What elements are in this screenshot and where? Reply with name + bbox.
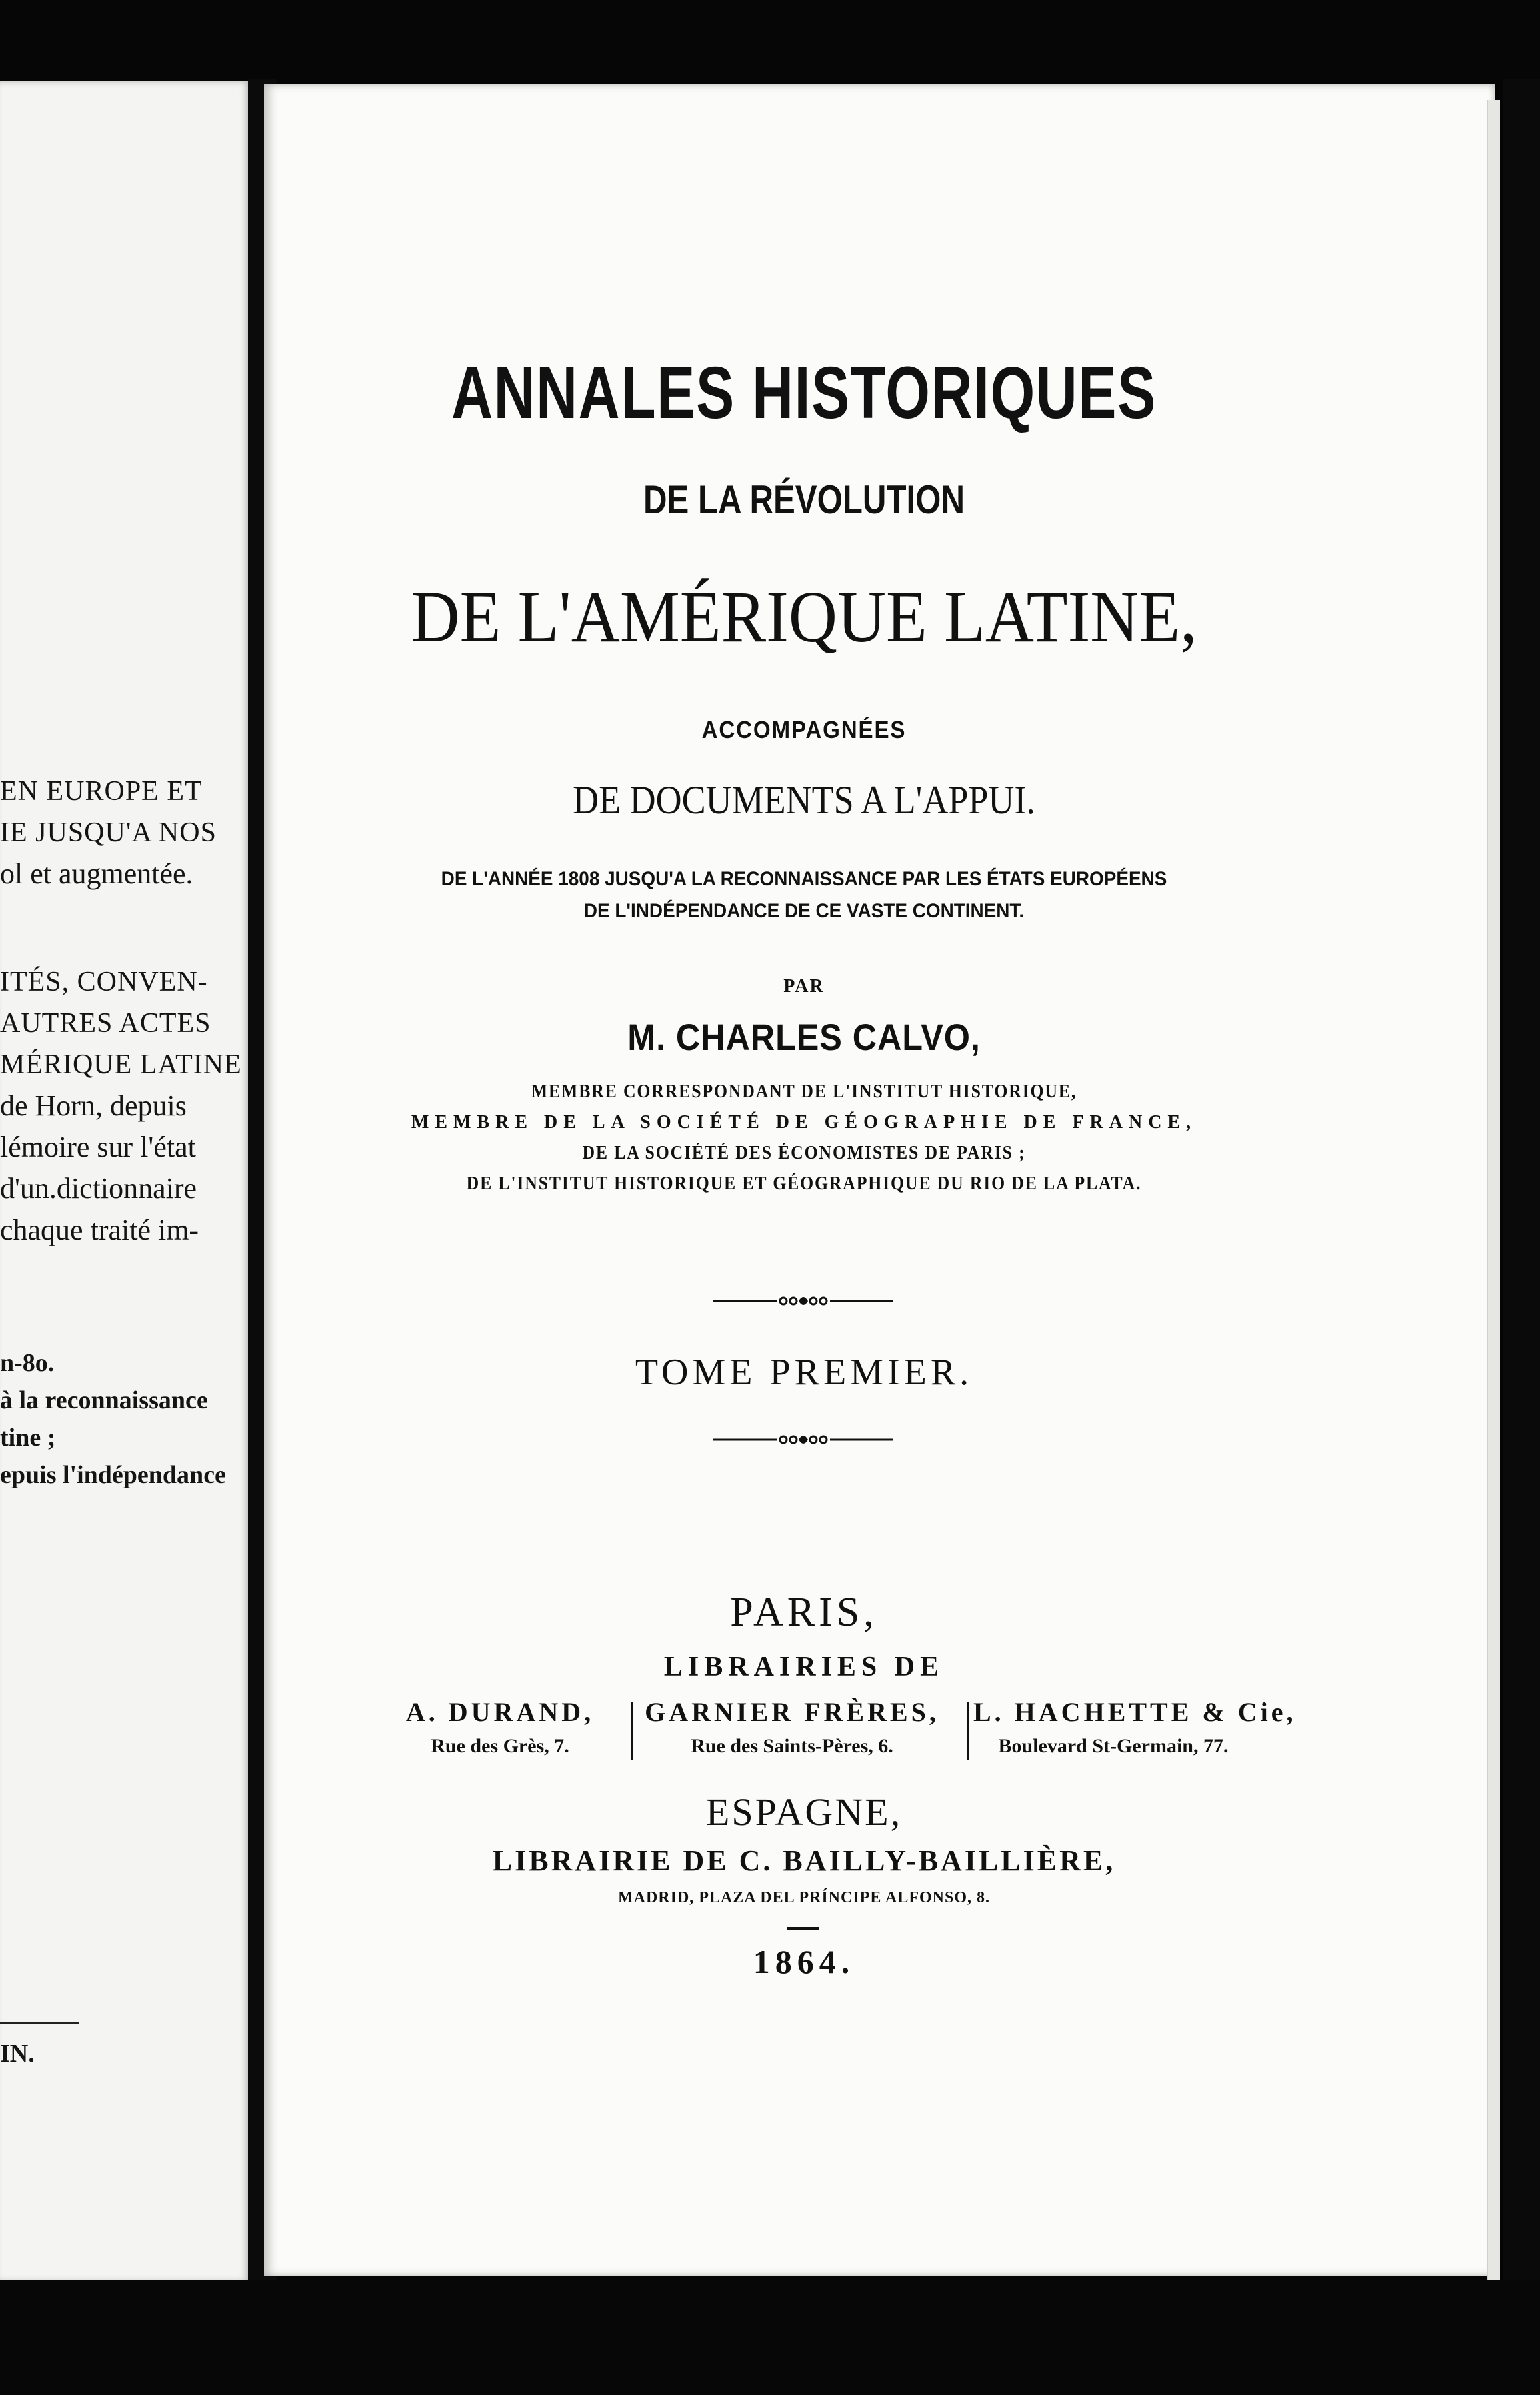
publisher-address: Boulevard St-Germain, 77. xyxy=(998,1735,1229,1757)
publisher-hachette xyxy=(973,1694,1297,1762)
left-page-line: n-8o. xyxy=(0,1349,55,1377)
left-page-line: IE JUSQU'A NOS xyxy=(0,817,217,848)
ornament-divider-top xyxy=(713,1291,893,1311)
scan-bottom-border xyxy=(0,2280,1540,2395)
publisher-separator xyxy=(631,1702,633,1760)
left-page-line: epuis l'indépendance xyxy=(0,1461,226,1489)
libraries-heading: LIBRAIRIES DE xyxy=(663,1652,945,1682)
description-line-2: DE L'INDÉPENDANCE DE CE VASTE CONTINENT. xyxy=(583,900,1025,922)
left-page-line: de Horn, depuis xyxy=(0,1089,187,1122)
publisher-separator xyxy=(967,1702,969,1760)
book-subtitle-2: DE L'AMÉRIQUE LATINE, xyxy=(411,576,1197,657)
membership-line: DE LA SOCIÉTÉ DES ÉCONOMISTES DE PARIS ; xyxy=(582,1143,1026,1163)
publisher-durand xyxy=(373,1694,627,1762)
spain-library: LIBRAIRIE DE C. BAILLY-BAILLIÈRE, xyxy=(492,1844,1116,1877)
left-page-line: EN EUROPE ET xyxy=(0,776,203,807)
left-page-line: IN. xyxy=(0,2040,35,2068)
left-page-line: ITÉS, CONVEN- xyxy=(0,967,208,997)
left-facing-page xyxy=(0,81,250,2282)
page-edge xyxy=(1487,100,1500,2280)
left-page-line: AUTRES ACTES xyxy=(0,1008,211,1039)
author-name: M. CHARLES CALVO, xyxy=(627,1016,981,1058)
country-heading: ESPAGNE, xyxy=(705,1790,903,1834)
scan-right-border xyxy=(1503,79,1540,2292)
publisher-garnier xyxy=(639,1694,945,1762)
left-page-line: ol et augmentée. xyxy=(0,857,193,890)
documents-line: DE DOCUMENTS A L'APPUI. xyxy=(573,778,1035,822)
publisher-name: L. HACHETTE & Cie, xyxy=(973,1697,1297,1727)
scan-top-border xyxy=(0,0,1540,79)
left-page-line: d'un.dictionnaire xyxy=(0,1172,197,1205)
book-subtitle-1: DE LA RÉVOLUTION xyxy=(643,477,965,522)
left-page-rule xyxy=(0,2022,79,2024)
publisher-address: Rue des Grès, 7. xyxy=(431,1735,569,1757)
book-title: ANNALES HISTORIQUES xyxy=(451,352,1157,434)
left-page-line: chaque traité im- xyxy=(0,1214,199,1246)
publisher-address: Rue des Saints-Pères, 6. xyxy=(691,1735,893,1757)
ornament-divider-bottom xyxy=(713,1430,893,1450)
publisher-name: GARNIER FRÈRES, xyxy=(645,1697,939,1727)
membership-line: MEMBRE CORRESPONDANT DE L'INSTITUT HISTORIQUE, xyxy=(531,1081,1077,1102)
left-page-line: lémoire sur l'état xyxy=(0,1131,196,1163)
left-page-line: à la reconnaissance xyxy=(0,1386,208,1414)
publication-city: PARIS, xyxy=(730,1590,878,1635)
left-page-line: tine ; xyxy=(0,1424,56,1452)
membership-line: MEMBRE DE LA SOCIÉTÉ DE GÉOGRAPHIE DE FRANCE, xyxy=(411,1112,1197,1133)
volume-label: TOME PREMIER. xyxy=(635,1352,973,1393)
left-page-line: MÉRIQUE LATINE xyxy=(0,1049,242,1080)
accompanied-line: ACCOMPAGNÉES xyxy=(701,716,907,743)
year-rule xyxy=(787,1927,819,1930)
spain-address: MADRID, PLAZA DEL PRÍNCIPE ALFONSO, 8. xyxy=(617,1889,991,1906)
description-line-1: DE L'ANNÉE 1808 JUSQU'A LA RECONNAISSANCE PAR LES ÉTATS EUROPÉENS xyxy=(441,868,1167,890)
membership-line: DE L'INSTITUT HISTORIQUE ET GÉOGRAPHIQUE DU RIO DE LA PLATA. xyxy=(466,1173,1142,1194)
by-line: PAR xyxy=(783,976,825,997)
publisher-name: A. DURAND, xyxy=(405,1697,595,1727)
publication-year: 1864. xyxy=(753,1943,855,1980)
